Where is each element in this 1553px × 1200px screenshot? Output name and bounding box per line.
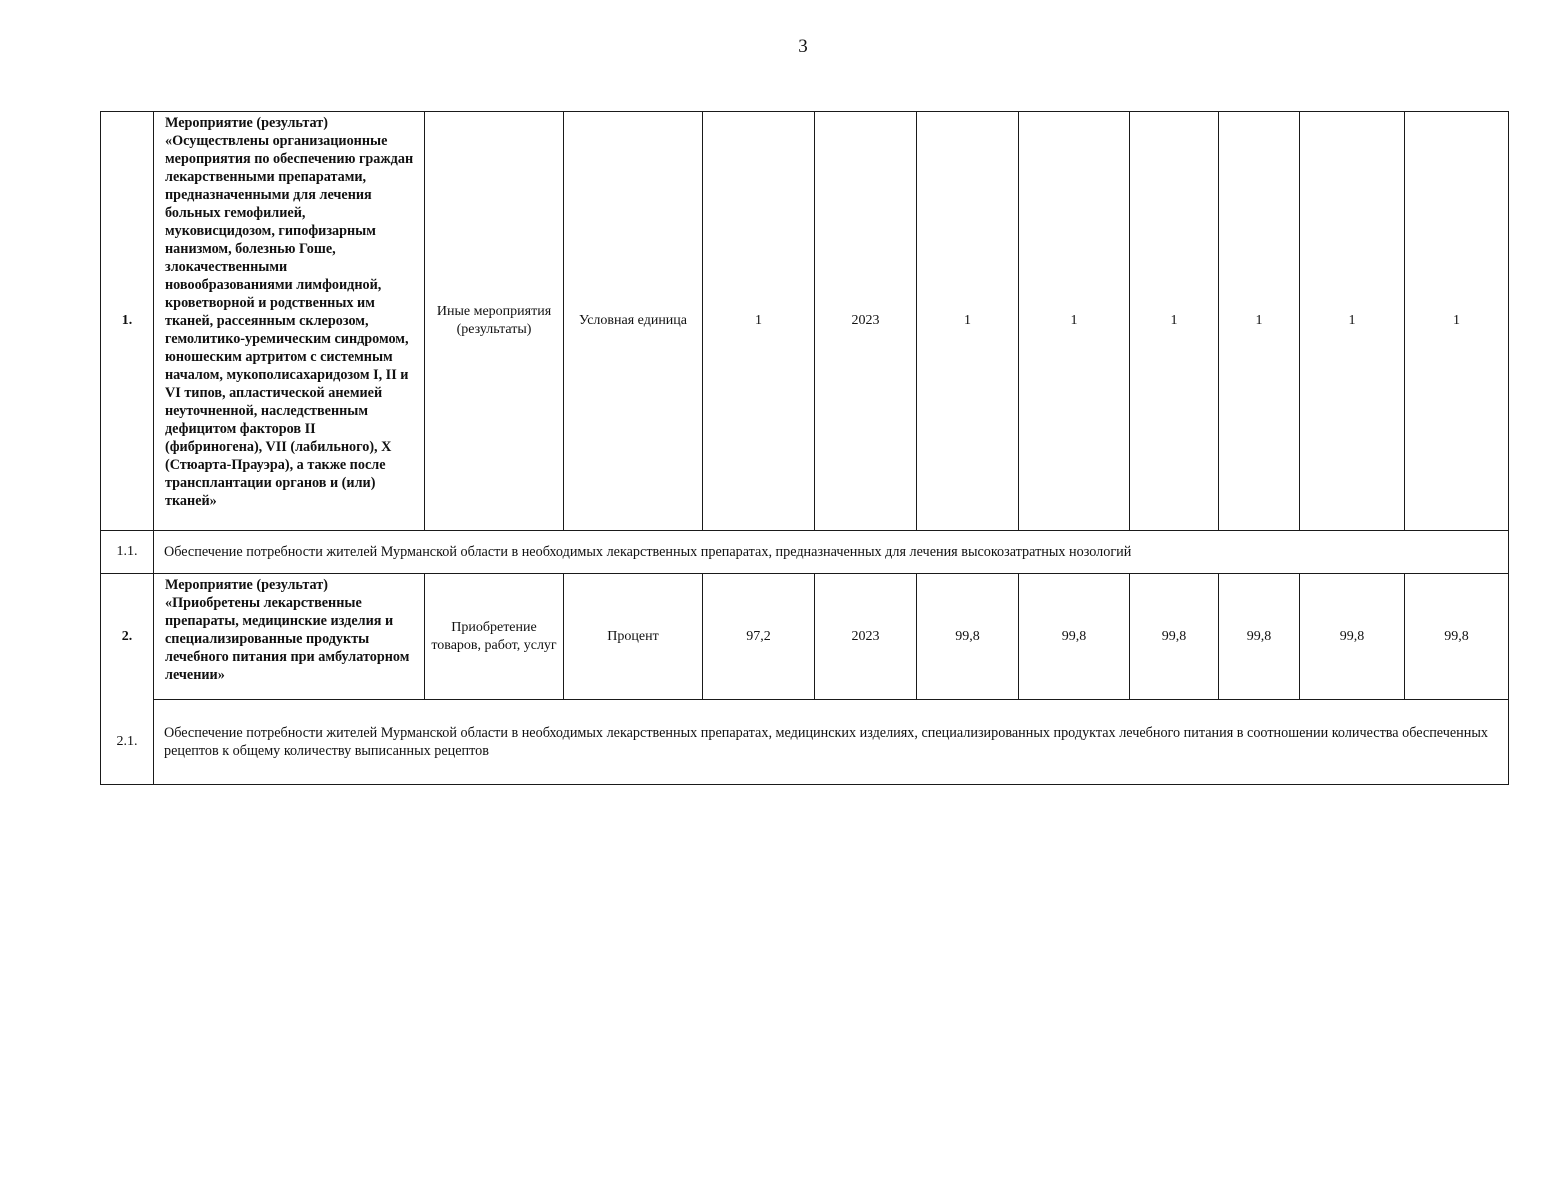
base-value: 1 [703,112,815,531]
year-value: 1 [1130,112,1219,531]
year-value: 1 [1300,112,1405,531]
unit-of-measure: Процент [564,574,703,700]
table-row [101,531,1509,574]
year-value: 1 [1019,112,1130,531]
year-value: 99,8 [1130,574,1219,700]
activity-title: Мероприятие (результат) «Приобретены лекарственные препараты, медицинские изделия и специализированные продукты лечебного питания при амбулаторном лечении» [154,574,425,700]
table-row [101,112,1509,531]
row-number: 1. [101,112,154,531]
year-value: 99,8 [1219,574,1300,700]
activity-type: Приобретение товаров, работ, услуг [425,574,564,700]
year-value: 99,8 [1405,574,1509,700]
table-row [101,574,1509,700]
row-number: 2. [101,574,154,700]
row-number: 1.1. [101,531,154,574]
year-value: 1 [917,112,1019,531]
base-year: 2023 [815,112,917,531]
year-value: 99,8 [1300,574,1405,700]
activity-type: Иные мероприятия (результаты) [425,112,564,531]
base-value: 97,2 [703,574,815,700]
table-row [101,700,1509,785]
goal-description: Обеспечение потребности жителей Мурманской области в необходимых лекарственных препаратах, предназначенных для лечения высокозатратных нозологий [154,531,1509,574]
year-value: 99,8 [917,574,1019,700]
unit-of-measure: Условная единица [564,112,703,531]
year-value: 99,8 [1019,574,1130,700]
activity-title: Мероприятие (результат) «Осуществлены организационные мероприятия по обеспечению граждан лекарственными препаратами, предназначенными для лечения больных гемофилией, муковисцидозом, гипофизарным нанизмом, болезнью Гоше, злокачественными новообразованиями лимфоидной, кроветворной и родственных им тканей, рассеянным склерозом, гемолитико-уремическим синдромом, юношеским артритом с системным началом, мукополисахаридозом I, II и VI типов, апластической анемией неуточненной, наследственным дефицитом факторов II (фибриногена), VII (лабильного), X (Стюарта-Прауэра), а также после трансплантации органов и (или) тканей» [154,112,425,531]
year-value: 1 [1405,112,1509,531]
results-table [100,111,1509,785]
base-year: 2023 [815,574,917,700]
row-number: 2.1. [101,700,154,785]
page-number: 3 [798,36,808,57]
year-value: 1 [1219,112,1300,531]
goal-description: Обеспечение потребности жителей Мурманской области в необходимых лекарственных препаратах, медицинских изделиях, специализированных продуктах лечебного питания в соотношении количества обеспеченных рецептов к общему количеству выписанных рецептов [154,700,1509,785]
